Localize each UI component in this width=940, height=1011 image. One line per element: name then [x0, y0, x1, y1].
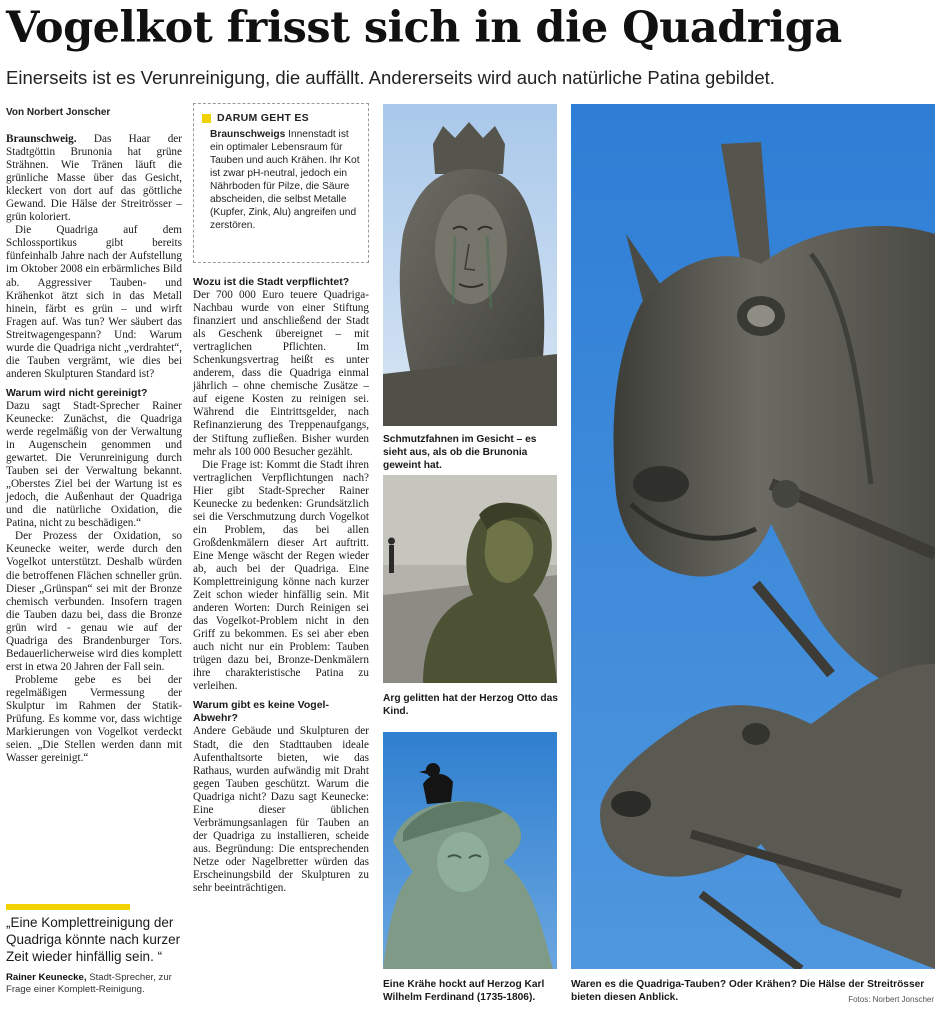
byline: Von Norbert Jonscher: [6, 107, 111, 118]
paragraph: Die Quadriga auf dem Schlossportikus gibt bereits fünfeinhalb Jahre nach der Aufstellung im Oktober 2008 ein erbärmliches Bild ab. Aggressiver Tauben- und Krähenkot ätzt sich in das Metall hinein, färbt es grün – und wirft Fragen auf. Was tun? Wer säubert das Streitwagengespann? Und: Warum wurde die Quadriga nicht „verdrahtet“, die Tauben vergrämt, wie dies bei anderen Skulpturen Standard ist?: [6, 224, 182, 380]
quote-speaker: Rainer Keunecke,: [6, 972, 87, 983]
pull-quote-source: [6, 972, 186, 996]
photo-herzog-karl-wilhelm-statue: [383, 732, 557, 969]
paragraph: Dazu sagt Stadt-Sprecher Rainer Keunecke: Zunächst, die Quadriga werde regelmäßig von der Verwaltung in Augenschein genommen und gewartet. Die Verunreinigung durch Tauben sei der Verwaltung bekannt. „Oberstes Ziel bei der Wartung ist es jedoch, die Außenhaut der Quadriga und die natürliche Oxidation, die Patina, nicht zu beschädigen.“: [6, 399, 182, 530]
article-column-1: [6, 133, 182, 765]
photo-brunonia-statue: [383, 104, 557, 426]
dateline: Braunschweig.: [6, 133, 77, 145]
pull-quote: „Eine Komplettreinigung der Quadriga könnte nach kurzer Zeit wieder hinfällig sein. “: [6, 915, 181, 964]
photo-herzog-otto-statue: [383, 475, 557, 683]
paragraph: Der Prozess der Oxidation, so Keunecke weiter, werde durch den Vogelkot unterstützt. Deshalb würden die betroffenen Flächen schneller grün. Dieser „Grünspan“ sei mit der Bronze chemisch verbunden. Insofern tragen die Tauben dazu bei, dass die Bronze grün wird - genau wie auf der Quadriga des Brandenburger Tors. Bedauerlicherweise wird dies komplett erst in etwa 20 Jahren der Fall sein.: [6, 530, 182, 673]
quote-accent-bar: [6, 904, 130, 910]
photo-caption: Waren es die Quadriga-Tauben? Oder Krähen? Die Hälse der Streitrösser bieten diesen Anblick.: [571, 979, 925, 1003]
paragraph: Probleme gebe es bei der regelmäßigen Vermessung der Skulptur im Rahmen der Statik-Prüfung. Es komme vor, dass wichtige Markierungen von Vogelkot verdeckt seien. „Die Stellen werden dann mit Wasser gereinigt.“: [6, 673, 182, 765]
quote-speaker-role: Stadt-Sprecher, zur Frage einer Komplett-Reinigung.: [6, 972, 172, 995]
info-box-kicker: [202, 112, 360, 124]
section-heading: Warum wird nicht gereinigt?: [6, 386, 148, 399]
article-column-2: [193, 276, 369, 895]
subheadline: Einerseits ist es Verunreinigung, die auffällt. Andererseits wird auch natürliche Patina gebildet.: [6, 67, 775, 88]
photo-caption: Eine Krähe hockt auf Herzog Karl Wilhelm Ferdinand (1735-1806).: [383, 979, 545, 1003]
paragraph: Die Frage ist: Kommt die Stadt ihren vertraglichen Verpflichtungen nach? Hier gibt Stadt-Sprecher Rainer Keunecke zu bedenken: Grundsätzlich sei die Verschmutzung durch Vogelkot ein Problem, das bei allen Großdenkmälern dieser Art auftritt. Eine Menge wäscht der Regen wieder ab, auch bei der Quadriga. Eine Komplettreinigung könne nach kurzer Zeit schon wieder hinfällig sein. Mit anderen Worten: Durch Reinigen sei das Vogelkot-Problem nicht in den Griff zu bekommen. Es sei aber eben auch nicht nur ein Problem: Tauben trügen dazu bei, Bronze-Denkmälern ihre charakteristische Patina zu verleihen.: [193, 458, 369, 693]
photo-caption: Schmutzfahnen im Gesicht – es sieht aus, als ob die Brunonia geweint hat.: [383, 434, 537, 471]
yellow-square-icon: [202, 114, 211, 123]
info-box-text: Innenstadt ist ein optimaler Lebensraum für Tauben und auch Krähen. Ihr Kot ist zwar pH-neutral, jedoch ein Nährboden für Pilze, die Säure abscheiden, die selbst Metalle (Kupfer, Zink, Alu) angreifen und zerstören.: [210, 129, 360, 231]
section-heading: Warum gibt es keine Vogel-Abwehr?: [193, 699, 329, 725]
headline: Vogelkot frisst sich in die Quadriga: [6, 3, 842, 53]
paragraph-text: Das Haar der Stadtgöttin Brunonia hat grüne Strähnen. Wie Tränen läuft die grünliche Masse über das Gesicht, kleckert von dort auf das göttliche Gewand. Die Hälse der Streitrösser – grün koloriert.: [6, 133, 182, 224]
photo-credit: Fotos: Norbert Jonscher: [848, 995, 934, 1004]
info-box: [193, 103, 369, 263]
paragraph: [6, 133, 182, 224]
paragraph: Andere Gebäude und Skulpturen der Stadt, die den Stadttauben ideale Aufenthaltsorte bieten, wie das Rathaus, wurden aufwändig mit Draht gegen Tauben geschützt. Warum die Quadriga nicht? Dazu sagt Keunecke: Eine dieser üblichen Verbrämungsanlagen für Tauben an der Quadriga zu installieren, scheide aus. Begründung: Die entsprechenden Netze oder Nagelbretter würden das Erscheinungsbild der Skulpturen zu sehr beeinträchtigen.: [193, 725, 369, 895]
section-heading: Wozu ist die Stadt verpflichtet?: [193, 276, 350, 288]
photo-quadriga-horses: [571, 104, 935, 969]
info-box-title: DARUM GEHT ES: [217, 112, 309, 124]
info-box-body: [210, 128, 360, 232]
info-box-lead: Braunschweigs: [210, 129, 286, 140]
photo-caption: Arg gelitten hat der Herzog Otto das Kind.: [383, 693, 558, 717]
paragraph: Der 700 000 Euro teuere Quadriga-Nachbau wurde von einer Stiftung finanziert und anschließend der Stadt als Geschenk übereignet – mit vertraglichen Pflichten. Im Schenkungsvertrag heißt es unter anderem, dass die Quadriga einmal jährlich – ohne chemische Zusätze – auf eigene Kosten zu reinigen sei. Während die Eintrittsgelder, nach Refinanzierung des Treppenaufgangs, der Stiftung zufließen. Bisher wurden mehr als 100 000 Besucher gezählt.: [193, 289, 369, 458]
